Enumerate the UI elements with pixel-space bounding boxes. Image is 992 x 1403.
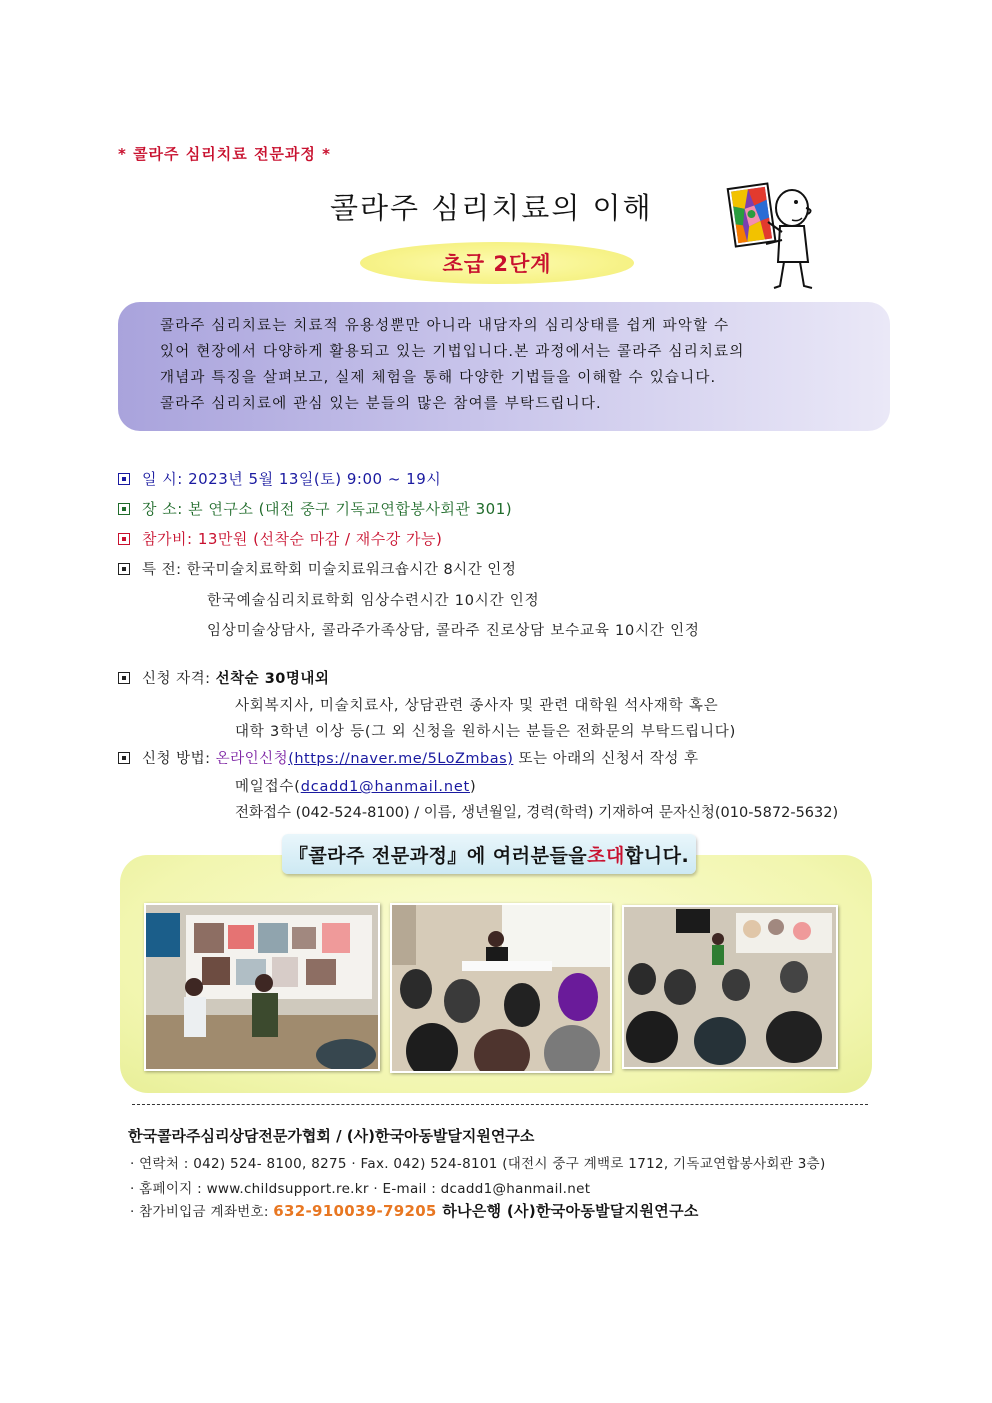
method-label: 신청 방법:	[142, 751, 211, 767]
checkbox-bullet-icon	[118, 563, 130, 575]
eligibility-headline: 선착순 30명내외	[215, 671, 330, 687]
checkbox-bullet-icon	[118, 752, 130, 764]
checkbox-bullet-icon	[118, 672, 130, 684]
email-suffix: )	[470, 779, 477, 795]
method-after-link: 또는 아래의 신청서 작성 후	[513, 751, 699, 767]
account-bank: 하나은행 (사)한국아동발달지원연구소	[436, 1202, 699, 1220]
email-link[interactable]: dcadd1@hanmail.net	[300, 779, 471, 795]
email-prefix: 메일접수(	[235, 779, 301, 795]
benefits-row	[118, 558, 516, 579]
eligibility-detail: 사회복지사, 미술치료사, 상담관련 종사자 및 관련 대학원 석사재학 혹은	[235, 698, 719, 714]
date-value: 2023년 5월 13일(토) 9:00 ~ 19시	[188, 470, 442, 488]
page-title: 콜라주 심리치료의 이해	[330, 191, 653, 225]
footer-homepage: · 홈페이지 : www.childsupport.re.kr · E-mail : dcadd1@hanmail.net	[130, 1181, 591, 1197]
eligibility-row	[118, 667, 329, 688]
online-apply-link[interactable]: 온라인신청	[215, 751, 289, 767]
account-label: · 참가비입금 계좌번호:	[130, 1204, 274, 1220]
email-apply-line	[235, 775, 477, 796]
benefits-label: 특 전:	[142, 562, 182, 578]
date-label: 일 시:	[142, 470, 183, 488]
checkbox-bullet-icon	[118, 533, 130, 545]
intro-line: 콜라주 심리치료에 관심 있는 분들의 많은 참여를 부탁드립니다.	[160, 396, 602, 412]
checkbox-bullet-icon	[118, 473, 130, 485]
place-value: 본 연구소 (대전 중구 기독교연합봉사회관 301)	[188, 500, 513, 518]
footer-contact: · 연락처 : 042) 524- 8100, 8275 · Fax. 042) 524-8101 (대전시 중구 계백로 1712, 기독교연합봉사회관 3층)	[130, 1156, 826, 1172]
workshop-photo	[144, 903, 380, 1071]
benefit-item: 한국예술심리치료학회 임상수련시간 10시간 인정	[207, 593, 540, 609]
intro-text	[160, 313, 880, 417]
online-apply-url-link[interactable]: (https://naver.me/5LoZmbas)	[288, 751, 514, 767]
eligibility-label: 신청 자격:	[142, 671, 211, 687]
banner-highlight: 초대	[587, 844, 625, 867]
intro-line: 콜라주 심리치료는 치료적 유용성뿐만 아니라 내담자의 심리상태를 쉽게 파악할 수	[160, 318, 730, 334]
checkbox-bullet-icon	[118, 503, 130, 515]
benefit-item: 한국미술치료학회 미술치료워크숍시간 8시간 인정	[186, 562, 517, 578]
banner-text: 『콜라주 전문과정』에 여러분들을	[288, 844, 588, 867]
fee-label: 참가비:	[142, 530, 193, 548]
intro-line: 개념과 특징을 살펴보고, 실제 체험을 통해 다양한 기법들을 이해할 수 있습니다.	[160, 370, 717, 386]
collage-mascot-illustration	[722, 178, 830, 292]
banner-text-end: 합니다.	[624, 844, 690, 867]
date-row	[118, 468, 441, 489]
workshop-photo	[390, 903, 612, 1073]
photo-panel	[120, 855, 872, 1093]
divider	[132, 1104, 868, 1105]
footer-organization: 한국콜라주심리상담전문가협회 / (사)한국아동발달지원연구소	[128, 1127, 535, 1145]
intro-line: 있어 현장에서 다양하게 활용되고 있는 기법입니다.본 과정에서는 콜라주 심리치료의	[160, 344, 745, 360]
invitation-banner	[282, 834, 696, 874]
workshop-photo	[622, 905, 838, 1069]
phone-apply-line: 전화접수 (042-524-8100) / 이름, 생년월일, 경력(학력) 기재하여 문자신청(010-5872-5632)	[235, 805, 839, 821]
account-number: 632-910039-79205	[273, 1202, 437, 1220]
fee-row	[118, 528, 442, 549]
level-badge	[360, 242, 634, 284]
course-tag: * 콜라주 심리치료 전문과정 *	[118, 145, 331, 163]
benefit-item: 임상미술상담사, 콜라주가족상담, 콜라주 진로상담 보수교육 10시간 인정	[207, 623, 700, 639]
eligibility-detail: 대학 3학년 이상 등(그 외 신청을 원하시는 분들은 전화문의 부탁드립니다)	[235, 724, 737, 740]
footer-account	[130, 1200, 699, 1221]
level-label: 초급 2단계	[442, 252, 552, 276]
method-row	[118, 747, 698, 768]
place-label: 장 소:	[142, 500, 183, 518]
place-row	[118, 498, 512, 519]
fee-value: 13만원 (선착순 마감 / 재수강 가능)	[197, 530, 443, 548]
